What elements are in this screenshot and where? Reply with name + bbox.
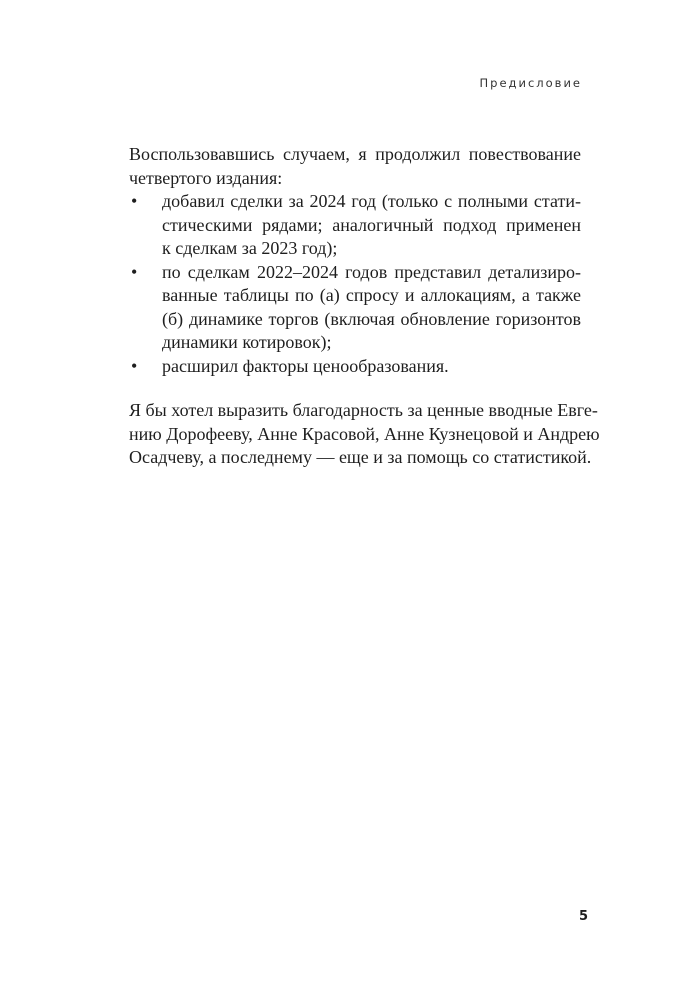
- thanks-line: Я бы хотел выразить благодарность за ценные вводные Евге-: [129, 400, 598, 420]
- paragraph-spacer: [129, 378, 581, 399]
- changes-list: [129, 190, 581, 378]
- intro-line: четвертого издания:: [129, 167, 283, 188]
- thanks-paragraph: [129, 399, 600, 470]
- list-item-line: стическими рядами; аналогичный подход применен: [162, 214, 581, 235]
- thanks-line: нию Дорофееву, Анне Красовой, Анне Кузнецовой и Андрею: [129, 423, 600, 444]
- running-header-title: Предисловие: [479, 76, 582, 90]
- list-item-line: добавил сделки за 2024 год (только с полными стати-: [162, 191, 581, 211]
- intro-line: Воспользовавшись случаем, я продолжил повествование: [129, 144, 581, 164]
- list-item-line: (б) динамике торгов (включая обновление горизонтов: [162, 308, 581, 329]
- page-body: [129, 143, 600, 470]
- list-item-line: динамики котировок);: [162, 332, 332, 352]
- thanks-line: Осадчеву, а последнему — еще и за помощь со статистикой.: [129, 447, 592, 467]
- page-number: 5: [578, 909, 588, 924]
- intro-paragraph: [129, 143, 581, 190]
- list-item-line: по сделкам 2022–2024 годов представил детализиро-: [162, 261, 581, 282]
- list-item: [129, 190, 581, 261]
- list-item: [129, 261, 581, 355]
- list-item-line: ванные таблицы по (а) спросу и аллокациям, а также: [162, 285, 581, 305]
- list-item: [129, 355, 581, 379]
- bullet-icon: •: [131, 191, 138, 211]
- bullet-icon: •: [131, 355, 138, 376]
- bullet-icon: •: [131, 261, 138, 282]
- list-item-line: расширил факторы ценообразования.: [162, 355, 449, 376]
- list-item-line: к сделкам за 2023 год);: [162, 238, 338, 258]
